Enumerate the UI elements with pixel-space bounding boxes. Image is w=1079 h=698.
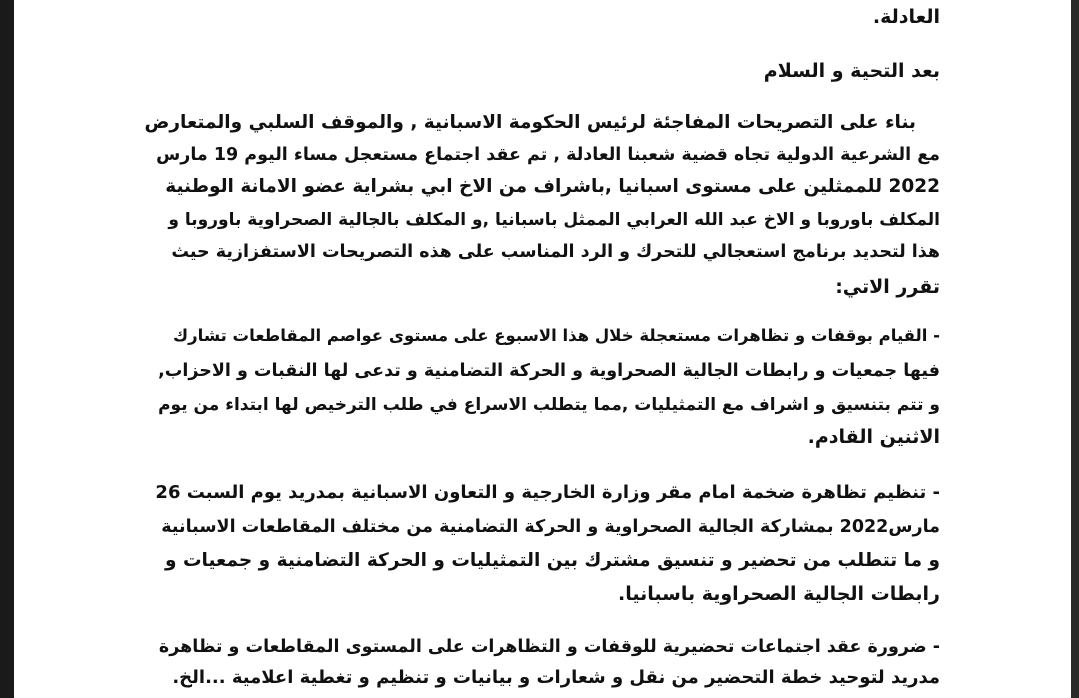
text-line: و تتم بتنسيق و اشراف مع التمثيليات ,مما يتطلب الاسراع في طلب الترخيص لها ابتداء من يوم (158, 395, 940, 415)
bullet-line: - تنظيم تظاهرة ضخمة امام مقر وزارة الخارجية و التعاون الاسبانية بمدريد يوم السبت 26 (155, 482, 940, 503)
text-line: مدريد لتوحيد خطة التحضير من نقل و شعارات و بيانيات و تنظيم و تغطية اعلامية ...الخ. (172, 667, 940, 688)
right-edge-bar (1071, 0, 1079, 698)
text-line: 2022 للممثلين على مستوى اسبانيا ,باشراف من الاخ ابي بشراية عضو الامانة الوطنية (165, 176, 940, 197)
text-line: العادلة. (872, 6, 940, 28)
text-line: فيها جمعيات و رابطات الجالية الصحراوية و الحركة التضامنية و تدعى لها النقبات و الاحزاب, (158, 361, 940, 381)
text-line: مع الشرعية الدولية تجاه قضية شعبنا العادلة , تم عقد اجتماع مستعجل مساء اليوم 19 مارس (156, 145, 940, 165)
text-line: رابطات الجالية الصحراوية باسبانيا. (618, 583, 940, 605)
text-line: المكلف باوروبا و الاخ عبد الله العرابي الممثل باسبانيا ,و المكلف بالجالية الصحراوية باوروبا و (168, 210, 940, 230)
text-line: و ما تتطلب من تحضير و تنسيق مشترك بين التمثيليات و الحركة التضامنية و جمعيات و (165, 550, 940, 571)
greeting-line: بعد التحية و السلام (763, 60, 940, 82)
text-line: هذا لتحديد برنامج استعجالي للتحرك و الرد المناسب على هذه التصريحات الاستفزازية حيث (171, 242, 940, 262)
letter-page (144, 0, 940, 698)
text-line: الاثنين القادم. (807, 426, 940, 448)
bullet-line: - القيام بوقفات و تظاهرات مستعجلة خلال هذا الاسبوع على مستوى عواصم المقاطعات تشارك (173, 326, 940, 345)
left-edge-bar (0, 0, 14, 698)
text-line: بناء على التصريحات المفاجئة لرئيس الحكومة الاسبانية , والموقف السلبي والمتعارض (144, 112, 916, 133)
text-line: مارس2022 بمشاركة الجالية الصحراوية و الحركة التضامنية من مختلف المقاطعات الاسبانية (161, 517, 940, 537)
text-line: تقرر الاتي: (835, 276, 940, 298)
bullet-line: - ضرورة عقد اجتماعات تحضيرية للوقفات و التظاهرات على المستوى المقاطعات و تظاهرة (158, 637, 940, 657)
